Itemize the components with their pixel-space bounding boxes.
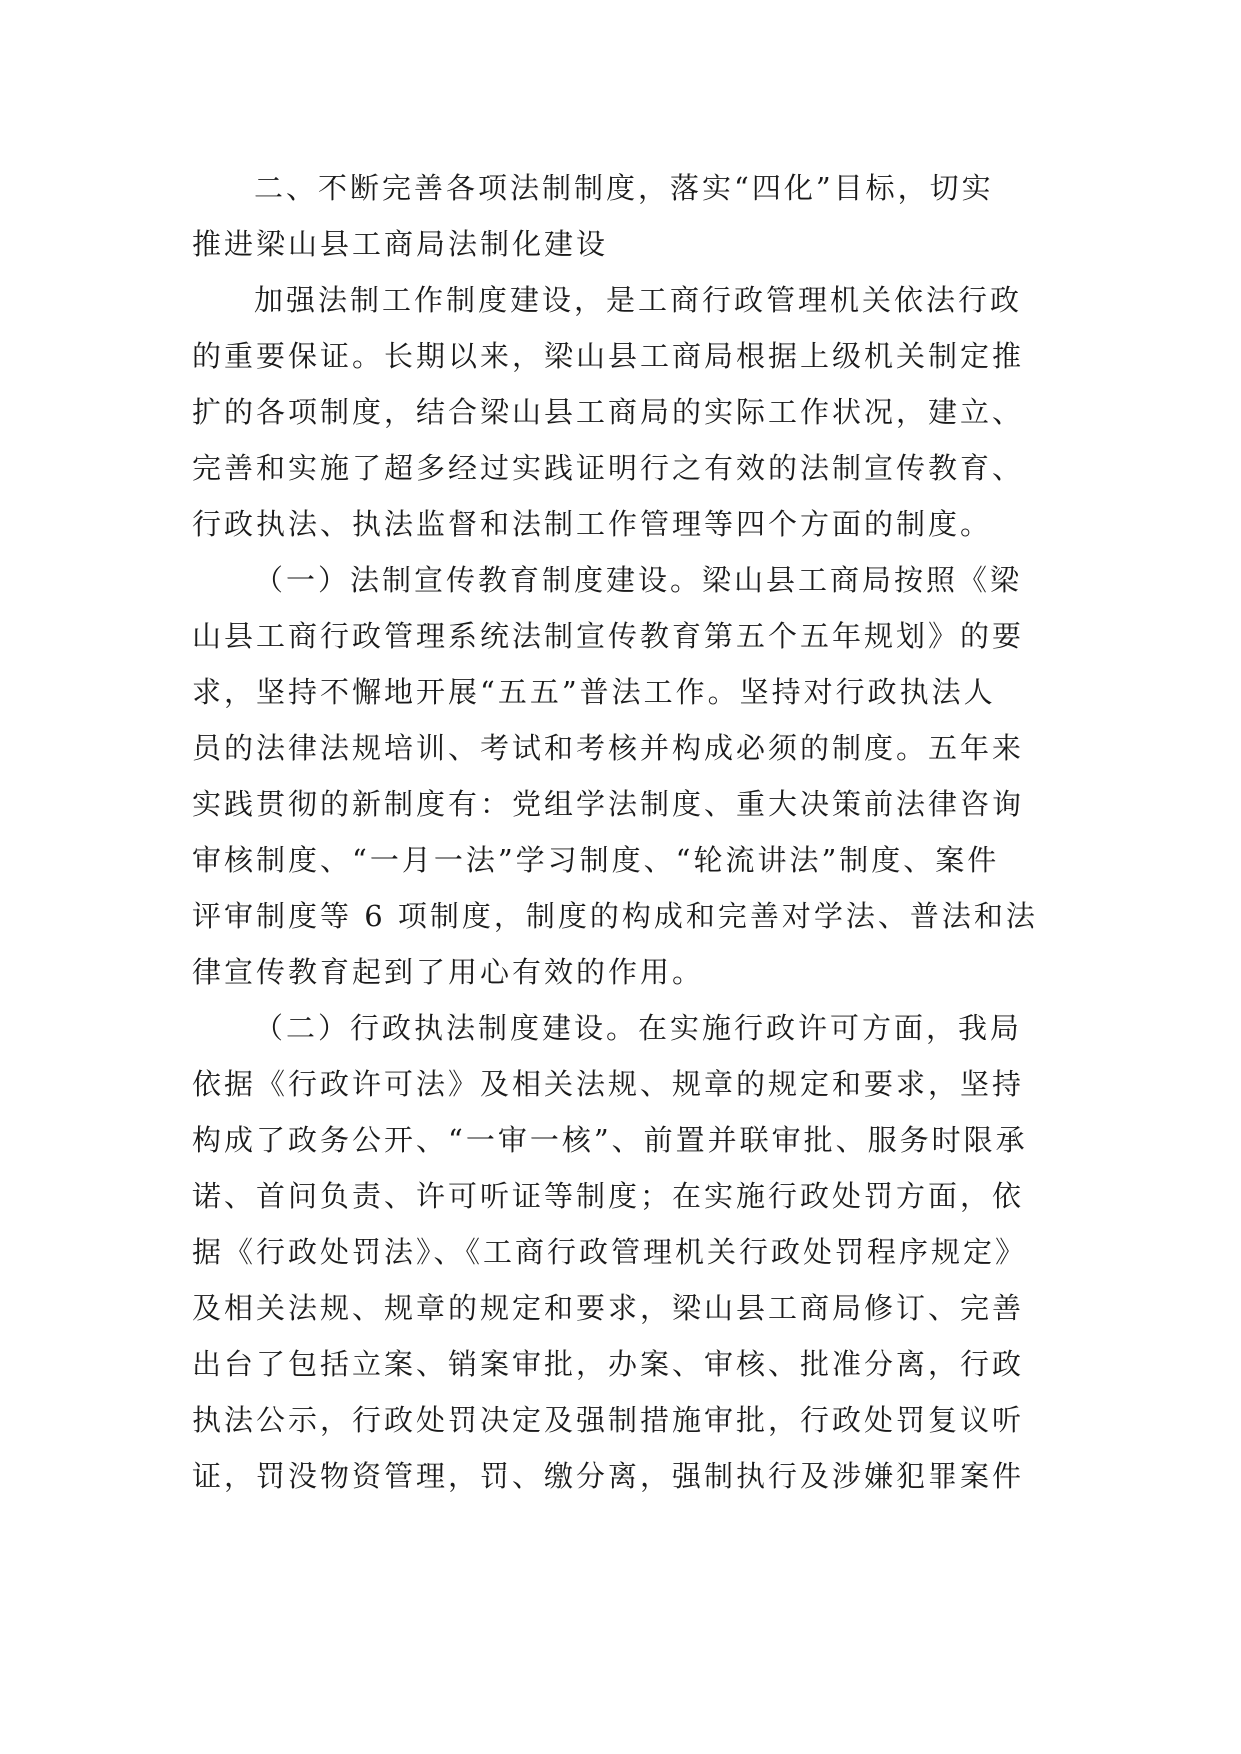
text-line: （二）行政执法制度建设。在实施行政许可方面，我局 (254, 1011, 1023, 1045)
text-line: 据《行政处罚法》、《工商行政管理机关行政处罚程序规定》 (192, 1235, 1028, 1269)
text-line: 加强法制工作制度建设，是工商行政管理机关依法行政 (254, 283, 1023, 317)
text-line: 评审制度等 6 项制度，制度的构成和完善对学法、普法和法 (192, 899, 1038, 933)
text-line: 证，罚没物资管理，罚、缴分离，强制执行及涉嫌犯罪案件 (192, 1459, 1025, 1493)
text-line: 行政执法、执法监督和法制工作管理等四个方面的制度。 (192, 507, 993, 541)
paragraph-intro (192, 272, 1052, 552)
paragraph-legal-education (192, 552, 1052, 1000)
text-line: 山县工商行政管理系统法制宣传教育第五个五年规划》的要 (192, 619, 1025, 653)
text-line: 构成了政务公开、“一审一核”、前置并联审批、服务时限承 (192, 1123, 1028, 1157)
text-line: 审核制度、“一月一法”学习制度、“轮流讲法”制度、案件 (192, 843, 1000, 877)
document-page (192, 160, 1052, 1504)
text-line: 的重要保证。长期以来，梁山县工商局根据上级机关制定推 (192, 339, 1025, 373)
text-line: 律宣传教育起到了用心有效的作用。 (192, 955, 705, 989)
text-line: 出台了包括立案、销案审批，办案、审核、批准分离，行政 (192, 1347, 1025, 1381)
text-line: 诺、首问负责、许可听证等制度；在实施行政处罚方面，依 (192, 1179, 1025, 1213)
text-line: 求，坚持不懈地开展“五五”普法工作。坚持对行政执法人 (192, 675, 996, 709)
text-line: 推进梁山县工商局法制化建设 (192, 227, 609, 261)
section-heading (192, 160, 1052, 272)
text-line: 扩的各项制度，结合梁山县工商局的实际工作状况，建立、 (192, 395, 1025, 429)
text-line: 员的法律法规培训、考试和考核并构成必须的制度。五年来 (192, 731, 1025, 765)
text-line: 二、不断完善各项法制制度，落实“四化”目标，切实 (254, 171, 994, 205)
text-line: （一）法制宣传教育制度建设。梁山县工商局按照《梁 (254, 563, 1023, 597)
text-line: 完善和实施了超多经过实践证明行之有效的法制宣传教育、 (192, 451, 1025, 485)
text-line: 依据《行政许可法》及相关法规、规章的规定和要求，坚持 (192, 1067, 1025, 1101)
paragraph-administrative-enforcement (192, 1000, 1052, 1504)
text-line: 执法公示，行政处罚决定及强制措施审批，行政处罚复议听 (192, 1403, 1025, 1437)
text-line: 实践贯彻的新制度有：党组学法制度、重大决策前法律咨询 (192, 787, 1025, 821)
text-line: 及相关法规、规章的规定和要求，梁山县工商局修订、完善 (192, 1291, 1025, 1325)
